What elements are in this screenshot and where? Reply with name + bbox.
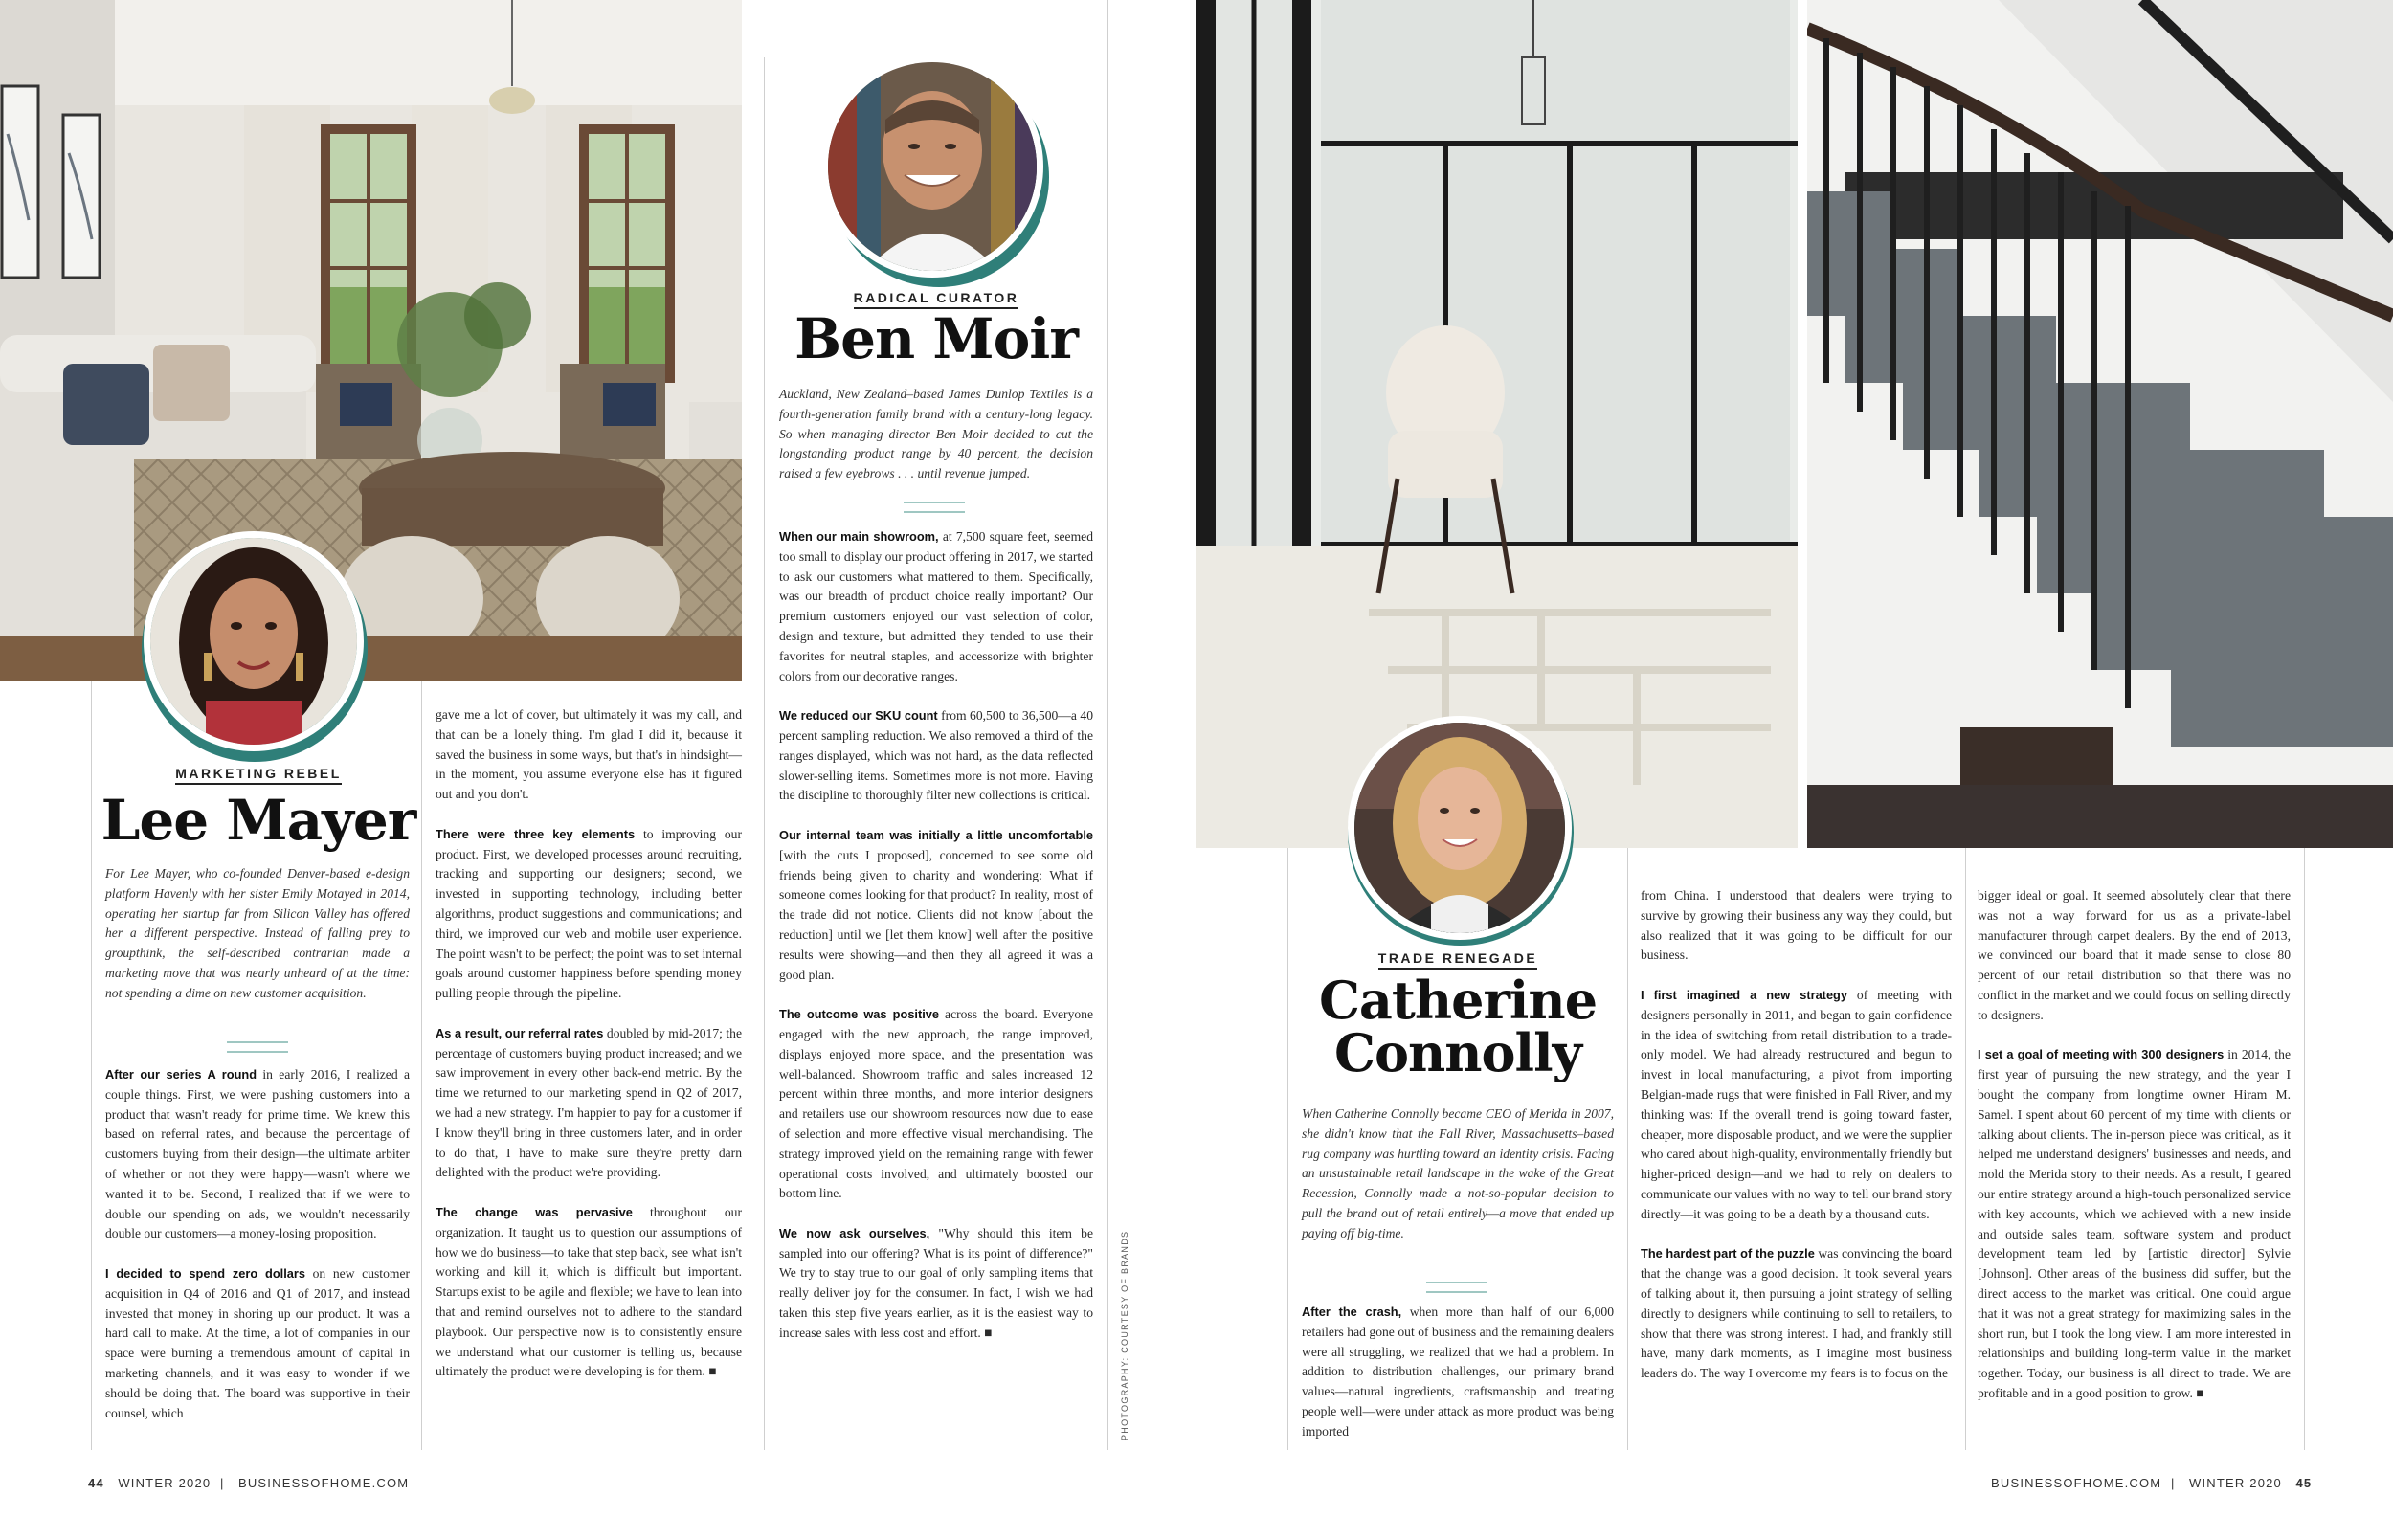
lee-kicker: MARKETING REBEL (105, 766, 412, 781)
left-col-rule-2 (421, 681, 422, 1450)
right-folio: BUSINESSOFHOME.COM | WINTER 2020 45 (1991, 1476, 2313, 1490)
ben-separator (904, 502, 965, 513)
lee-col1-lead-1: After our series A round (105, 1067, 257, 1082)
ben-text-2: from 60,500 to 36,500—a 40 percent sampling reduction. We also removed a third of the ranges displayed, which was not hard, as the data reflected slower-selling items. Sometimes more is not more. Having the discipline to thoroughly filter new collections is critical. (779, 708, 1093, 803)
left-page-number: 44 (88, 1476, 104, 1490)
ben-text-1: at 7,500 square feet, seemed too small to display our product offering in 2017, we started to ask our customers what mattered to them. Specifically, was our breadth of product choice really important? Our premium customers enjoyed our vast selection of color, design and texture, but admitted they tended to use their favorites for neutral staples, and accessorize with brighter colors from our decorative ranges. (779, 529, 1093, 683)
center-right-rule (1107, 0, 1108, 1450)
catherine-name-line1: Catherine (1318, 970, 1598, 1031)
chair-window-photo (1196, 0, 1798, 848)
ben-lead-5: We now ask ourselves, (779, 1225, 930, 1240)
lee-col2-text-2: to improving our product. First, we developed processes around recruiting, tracking and supporting our designers; second, we invested in supporting technology, including better algorithms, product suggestions and communications; and third, we improved our web and mobile user experience. The point wasn't to be perfect; the point was to set internal goals around customer happiness before spending money pulling people through the pipeline. (436, 826, 742, 1001)
lee-col1-text-1: in early 2016, I realized a couple things. First, we were pushing customers into a product that wasn't ready for prime time. We knew this based on referral rates, and because the percentage of customers buying from their design—the ultimate arbiter of whether or not they were happy—wasn't where we wanted it to be. Second, I realized that if we were to double our spending on ads, we wouldn't necessarily double our customers—a money-losing proposition. (105, 1067, 410, 1241)
catherine-body-col2 (1641, 886, 1952, 1404)
living-room-photo (0, 0, 742, 681)
right-page-number: 45 (2295, 1476, 2313, 1490)
ben-intro: Auckland, New Zealand–based James Dunlop Textiles is a fourth-generation family brand with a century-long legacy. So when managing director Ben Moir decided to cut the longstanding product range by 40 percent, the decision raised a few eyebrows . . . until revenue jumped. (779, 387, 1093, 481)
ben-lead-3: Our internal team was initially a little uncomfortable (779, 827, 1093, 842)
ben-text-5: "Why should this item be sampled into our offering? What is its point of difference?" We try to stay true to our goal of only sampling items that really deliver joy for the consumer. In fact, I wish we had taken this step five years earlier, as it is the easiest way to increase sales with less cost and effort. ■ (779, 1225, 1093, 1340)
catherine-kicker: TRADE RENEGADE (1300, 950, 1616, 966)
catherine-col1-lead-1: After the crash, (1302, 1305, 1402, 1319)
right-col-rule-4 (2304, 848, 2305, 1450)
ben-kicker: RADICAL CURATOR (783, 290, 1089, 305)
right-col-rule-1 (1287, 848, 1288, 1450)
lee-col2-text-3: doubled by mid-2017; the percentage of customers buying product increased; and we saw improvement in every other back-end metric. By the time we returned to our marketing spend in Q2 of 2017, we had a new strategy. I'm happier to pay for a customer if I know they'll bring in three customers later, and in order to do that, I have to make sure they're pretty darn delighted with the product we're providing. (436, 1025, 742, 1180)
catherine-col2-lead-3: The hardest part of the puzzle (1641, 1246, 1815, 1261)
catherine-col2-lead-2: I first imagined a new strategy (1641, 987, 1847, 1002)
lee-col1-text-2: on new customer acquisition in Q4 of 2016 and Q1 of 2017, and instead invested that money in shoring up our product. It was a hard call to make. At the time, a lot of companies in our space were burning a tremendous amount of capital in marketing channels, and it was easy to wonder if we should be doing that. The board was supportive in their counsel, which (105, 1265, 410, 1420)
left-col-rule (91, 681, 92, 1450)
lee-name: Lee Mayer (101, 788, 416, 853)
catherine-body-col3 (1978, 886, 2291, 1424)
catherine-col1-text-1: when more than half of our 6,000 retailers had gone out of business and the remaining dealers were all struggling, we realized that we had a problem. In addition to distribution challenges, our primary brand values—natural ingredients, craftsmanship and treating people well—were under attack as more product was being imported (1302, 1305, 1615, 1439)
lee-col1-lead-2: I decided to spend zero dollars (105, 1265, 305, 1281)
ben-text-3: [with the cuts I proposed], concerned to see some old friends being given to charity and wondering: What if someone comes looking for that product? In reality, most of the trade did not notice. Clients did not know [about the reduction] until we [let them know] well after the positive results were showing—and then they all agreed it was a good plan. (779, 847, 1093, 982)
ben-lead-4: The outcome was positive (779, 1007, 940, 1022)
right-col-rule-3 (1965, 848, 1966, 1450)
ben-name: Ben Moir (794, 306, 1078, 371)
left-issue: WINTER 2020 (118, 1476, 212, 1490)
lee-col2-lead-2: There were three key elements (436, 826, 636, 841)
lee-col2-lead-4: The change was pervasive (436, 1204, 633, 1219)
left-folio: 44 WINTER 2020 | BUSINESSOFHOME.COM (88, 1476, 410, 1490)
lee-col2-lead-3: As a result, our referral rates (436, 1025, 604, 1040)
catherine-col2-text-2: of meeting with designers personally in 2011, and began to gain confidence in the idea of switching from retail distribution to a trade-only model. We had already restructured and begun to invest in local manufacturing, a pivot from importing Belgian-made rugs that were finished in Fall River, and my thinking was: If the overall trend is going toward faster, cheaper, more disposable product, and we were the supplier who cared about high-quality, environmentally friendly but higher-priced design—and we had to rely on dealers to communicate our values with no way to tell our brand story directly—it was going to be a death by a thousand cuts. (1641, 987, 1952, 1221)
catherine-avatar (1348, 716, 1572, 940)
catherine-col3-lead-2: I set a goal of meeting with 300 designers (1978, 1047, 2225, 1062)
right-site: BUSINESSOFHOME.COM (1991, 1476, 2162, 1490)
ben-avatar (821, 56, 1043, 278)
center-left-rule (764, 57, 765, 1450)
lee-intro: For Lee Mayer, who co-founded Denver-based e-design platform Havenly with her sister Emily Motayed in 2014, operating her startup far from Silicon Valley has offered her a different perspective. Instead of falling prey to groupthink, the self-described contrarian made a marketing move that was nearly unheard of at the time: not spending a dime on new customer acquisition. (105, 866, 410, 1000)
catherine-col2-text-1: from China. I understood that dealers were trying to survive by growing their business any way they could, but also realized that it was going to be difficult for our business. (1641, 888, 1952, 963)
right-issue: WINTER 2020 (2188, 1476, 2282, 1490)
catherine-col3-text-1: bigger ideal or goal. It seemed absolutely clear that there was not a way forward for us as a private-label manufacturer through carpet dealers. By the end of 2013, we convinced our board that it made sense to close 80 percent of our retail distribution so that there was no conflict in the market and we could focus on selling directly to designers. (1978, 888, 2291, 1022)
ben-text-4: across the board. Everyone engaged with the new approach, the range improved, displays enjoyed more space, and the presentation was well-balanced. Showroom traffic and sales increased 12 percent within three months, and more interior designers and retailers use our showroom resources now due to ease of selection and more effective visual merchandising. The strategy improved yield on the remaining range with fewer operational costs involved, and ultimately boosted our bottom line. (779, 1007, 1093, 1201)
ben-lead-1: When our main showroom, (779, 529, 939, 544)
catherine-body-col1 (1302, 1303, 1614, 1462)
catherine-col3-text-2: in 2014, the first year of pursuing the new strategy, and the year I bought the company from longtime owner Hiram M. Samel. I spent about 60 percent of my time with clients or talking about clients. The in-person piece was critical, as it helped me understand designers' businesses and needs, and mold the Merida story to their needs. As a result, I geared our entire strategy around a high-touch personalized service with key accounts, which we achieved with a new inside and outside sales team, software system and product development team led by [artistic director] Sylvie [Johnson]. Other areas of the business did suffer, but the direct access to the market was critical. One could argue that it was not a great strategy for maximizing sales in the short run, but I took the long view. I am more interested in relationships and building long-term value in the market together. Today, our business is all direct to trade. We are profitable and in a good position to grow. ■ (1978, 1047, 2292, 1400)
lee-col2-text-1: gave me a lot of cover, but ultimately it was my call, and that can be a lonely thing. I'm glad I did it, because it saved the business in some ways, but that's in hindsight—in the moment, you assume everyone else has it figured out and you don't. (436, 707, 742, 802)
lee-separator (227, 1041, 288, 1053)
catherine-intro: When Catherine Connolly became CEO of Merida in 2007, she didn't know that the Fall River, Massachusetts–based rug company was hurtling toward an identity crisis. Facing an unsustainable retail landscape in the wake of the Great Recession, Connolly made a not-so-popular decision to pull the brand out of retail entirely—a move that ended up paying off big-time. (1302, 1106, 1614, 1240)
catherine-name-line2: Connolly (1334, 1022, 1581, 1084)
catherine-name (1287, 970, 1628, 1084)
left-site: BUSINESSOFHOME.COM (237, 1476, 410, 1490)
staircase-photo (1807, 0, 2393, 848)
catherine-col2-text-3: was convincing the board that the change was a good decision. It took several years of talking about it, then pursuing a joint strategy of selling directly to designers while continuing to sell to retailers, to show that there was strong interest. I had, and frankly still have, many dark moments, as I imagine most business leaders do. The way I overcome my fears is to focus on the (1641, 1246, 1952, 1381)
right-col-rule-2 (1627, 848, 1628, 1450)
lee-avatar (144, 531, 364, 751)
lee-col2-text-4: throughout our organization. It taught us to question our assumptions of how we do business—to take that step back, see what isn't working and kill it, which is difficult but important. Startups exist to be agile and flexible; we have to lean into that and remind ourselves not to adhere to the standard playbook. Our perspective now is to consistently ensure we understand what our customer is telling us, because ultimately the product we're developing is for them. ■ (436, 1204, 743, 1379)
ben-lead-2: We reduced our SKU count (779, 708, 938, 724)
catherine-separator (1426, 1282, 1487, 1293)
lee-body-col1 (105, 1065, 410, 1443)
photo-credit: PHOTOGRAPHY: COURTESY OF BRANDS (1120, 1230, 1129, 1440)
lee-body-col2 (436, 705, 742, 1402)
ben-body (779, 527, 1093, 1363)
